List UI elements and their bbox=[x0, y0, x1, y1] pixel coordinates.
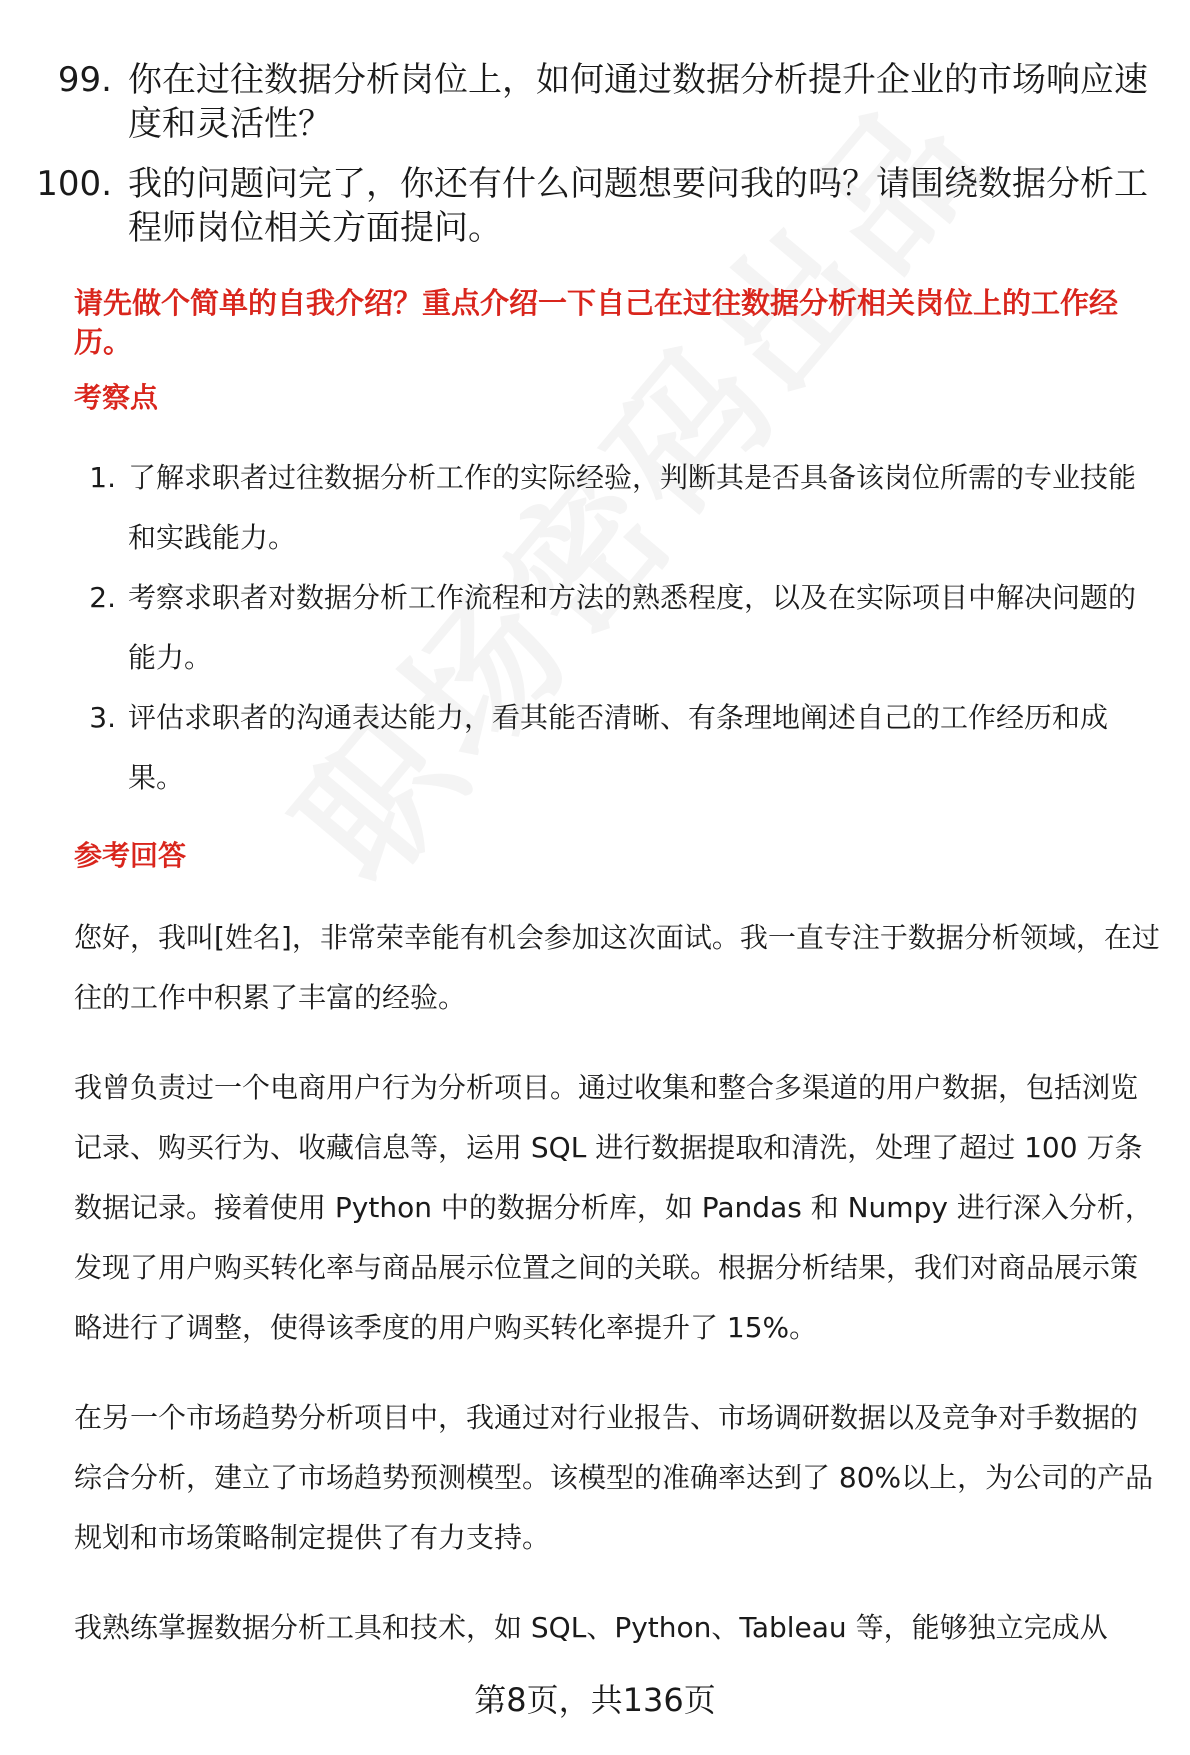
question-number: 99. bbox=[57, 60, 112, 100]
page-footer: 第8页，共136页 bbox=[474, 1681, 716, 1719]
list-number: 2. bbox=[89, 581, 116, 614]
answer-paragraph: 我熟练掌握数据分析工具和技术，如 SQL、Python、Tableau 等，能够独立完成从 bbox=[74, 1611, 1108, 1644]
points-heading: 考察点 bbox=[74, 381, 159, 414]
answer-heading: 参考回答 bbox=[74, 839, 187, 872]
list-text: 了解求职者过往数据分析工作的实际经验，判断其是否具备该岗位所需的专业技能和实践能力。 bbox=[128, 461, 1137, 554]
list-number: 1. bbox=[89, 461, 116, 494]
list-number: 3. bbox=[89, 701, 116, 734]
answer-paragraph: 您好，我叫[姓名]，非常荣幸能有机会参加这次面试。我一直专注于数据分析领域，在过往的工作中积累了丰富的经验。 bbox=[74, 921, 1160, 1014]
list-text: 评估求职者的沟通表达能力，看其能否清晰、有条理地阐述自己的工作经历和成果。 bbox=[128, 701, 1109, 794]
answer-paragraph: 在另一个市场趋势分析项目中，我通过对行业报告、市场调研数据以及竞争对手数据的综合分析，建立了市场趋势预测模型。该模型的准确率达到了 80%以上，为公司的产品规划和市场策略制定提供了有力支持。 bbox=[74, 1401, 1154, 1554]
list-text: 考察求职者对数据分析工作流程和方法的熟悉程度，以及在实际项目中解决问题的能力。 bbox=[128, 581, 1137, 674]
question-text: 我的问题问完了，你还有什么问题想要问我的吗？请围绕数据分析工程师岗位相关方面提问。 bbox=[128, 164, 1148, 248]
question-number: 100. bbox=[36, 164, 112, 204]
question-text: 你在过往数据分析岗位上，如何通过数据分析提升企业的市场响应速度和灵活性？ bbox=[128, 60, 1148, 144]
section-title: 请先做个简单的自我介绍？重点介绍一下自己在过往数据分析相关岗位上的工作经历。 bbox=[74, 286, 1119, 359]
answer-paragraph: 我曾负责过一个电商用户行为分析项目。通过收集和整合多渠道的用户数据，包括浏览记录、购买行为、收藏信息等，运用 SQL 进行数据提取和清洗，处理了超过 100 万条数据记录。接着使用 Python 中的数据分析库，如 Pandas 和 Numpy 进行深入分析，发现了用户购买转化率与商品展示位置之间的关联。根据分析结果，我们对商品展示策略进行了调整，使得该季度的用户购买转化率提升了 15%。 bbox=[74, 1071, 1153, 1344]
